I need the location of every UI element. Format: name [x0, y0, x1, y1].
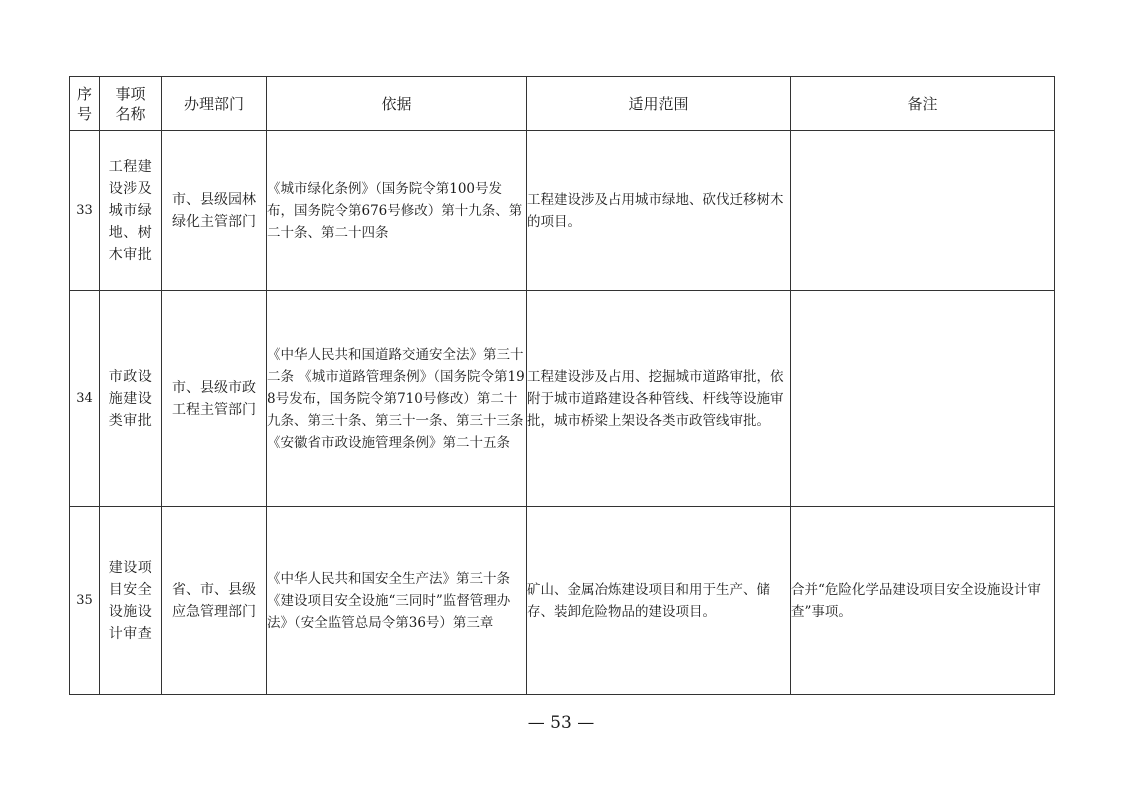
row-dept: 省、市、县级应急管理部门	[162, 507, 267, 695]
row-dept: 市、县级园林绿化主管部门	[162, 131, 267, 291]
table-header-row	[70, 77, 1055, 131]
header-note: 备注	[791, 77, 1055, 131]
row-scope: 工程建设涉及占用、挖掘城市道路审批，依附于城市道路建设各种管线、杆线等设施审批，城市桥梁上架设各类市政管线审批。	[527, 291, 791, 507]
row-item-name: 建设项目安全设施设计审查	[100, 507, 162, 695]
header-dept: 办理部门	[162, 77, 267, 131]
page-number: — 53 —	[527, 713, 595, 733]
row-item-name: 工程建设涉及城市绿地、树木审批	[100, 131, 162, 291]
table-row	[70, 507, 1055, 695]
row-note: 合并“危险化学品建设项目安全设施设计审查”事项。	[791, 507, 1055, 695]
row-note	[791, 131, 1055, 291]
header-scope: 适用范围	[527, 77, 791, 131]
row-basis: 《中华人民共和国安全生产法》第三十条 《建设项目安全设施“三同时”监督管理办法》（安全监管总局令第36号）第三章	[267, 507, 527, 695]
row-dept: 市、县级市政工程主管部门	[162, 291, 267, 507]
row-index: 34	[70, 291, 100, 507]
row-index: 35	[70, 507, 100, 695]
row-scope: 矿山、金属冶炼建设项目和用于生产、储存、装卸危险物品的建设项目。	[527, 507, 791, 695]
row-basis: 《中华人民共和国道路交通安全法》第三十二条 《城市道路管理条例》（国务院令第198号发布，国务院令第710号修改）第二十九条、第三十条、第三十一条、第三十三条 《安徽省市政设施管理条例》第二十五条	[267, 291, 527, 507]
table-row	[70, 131, 1055, 291]
table-row	[70, 291, 1055, 507]
row-index: 33	[70, 131, 100, 291]
approval-items-table	[69, 76, 1055, 695]
row-note	[791, 291, 1055, 507]
header-index: 序号	[70, 77, 100, 131]
row-scope: 工程建设涉及占用城市绿地、砍伐迁移树木的项目。	[527, 131, 791, 291]
row-basis: 《城市绿化条例》（国务院令第100号发布，国务院令第676号修改）第十九条、第二十条、第二十四条	[267, 131, 527, 291]
row-item-name: 市政设施建设类审批	[100, 291, 162, 507]
header-basis: 依据	[267, 77, 527, 131]
header-name: 事项名称	[100, 77, 162, 131]
